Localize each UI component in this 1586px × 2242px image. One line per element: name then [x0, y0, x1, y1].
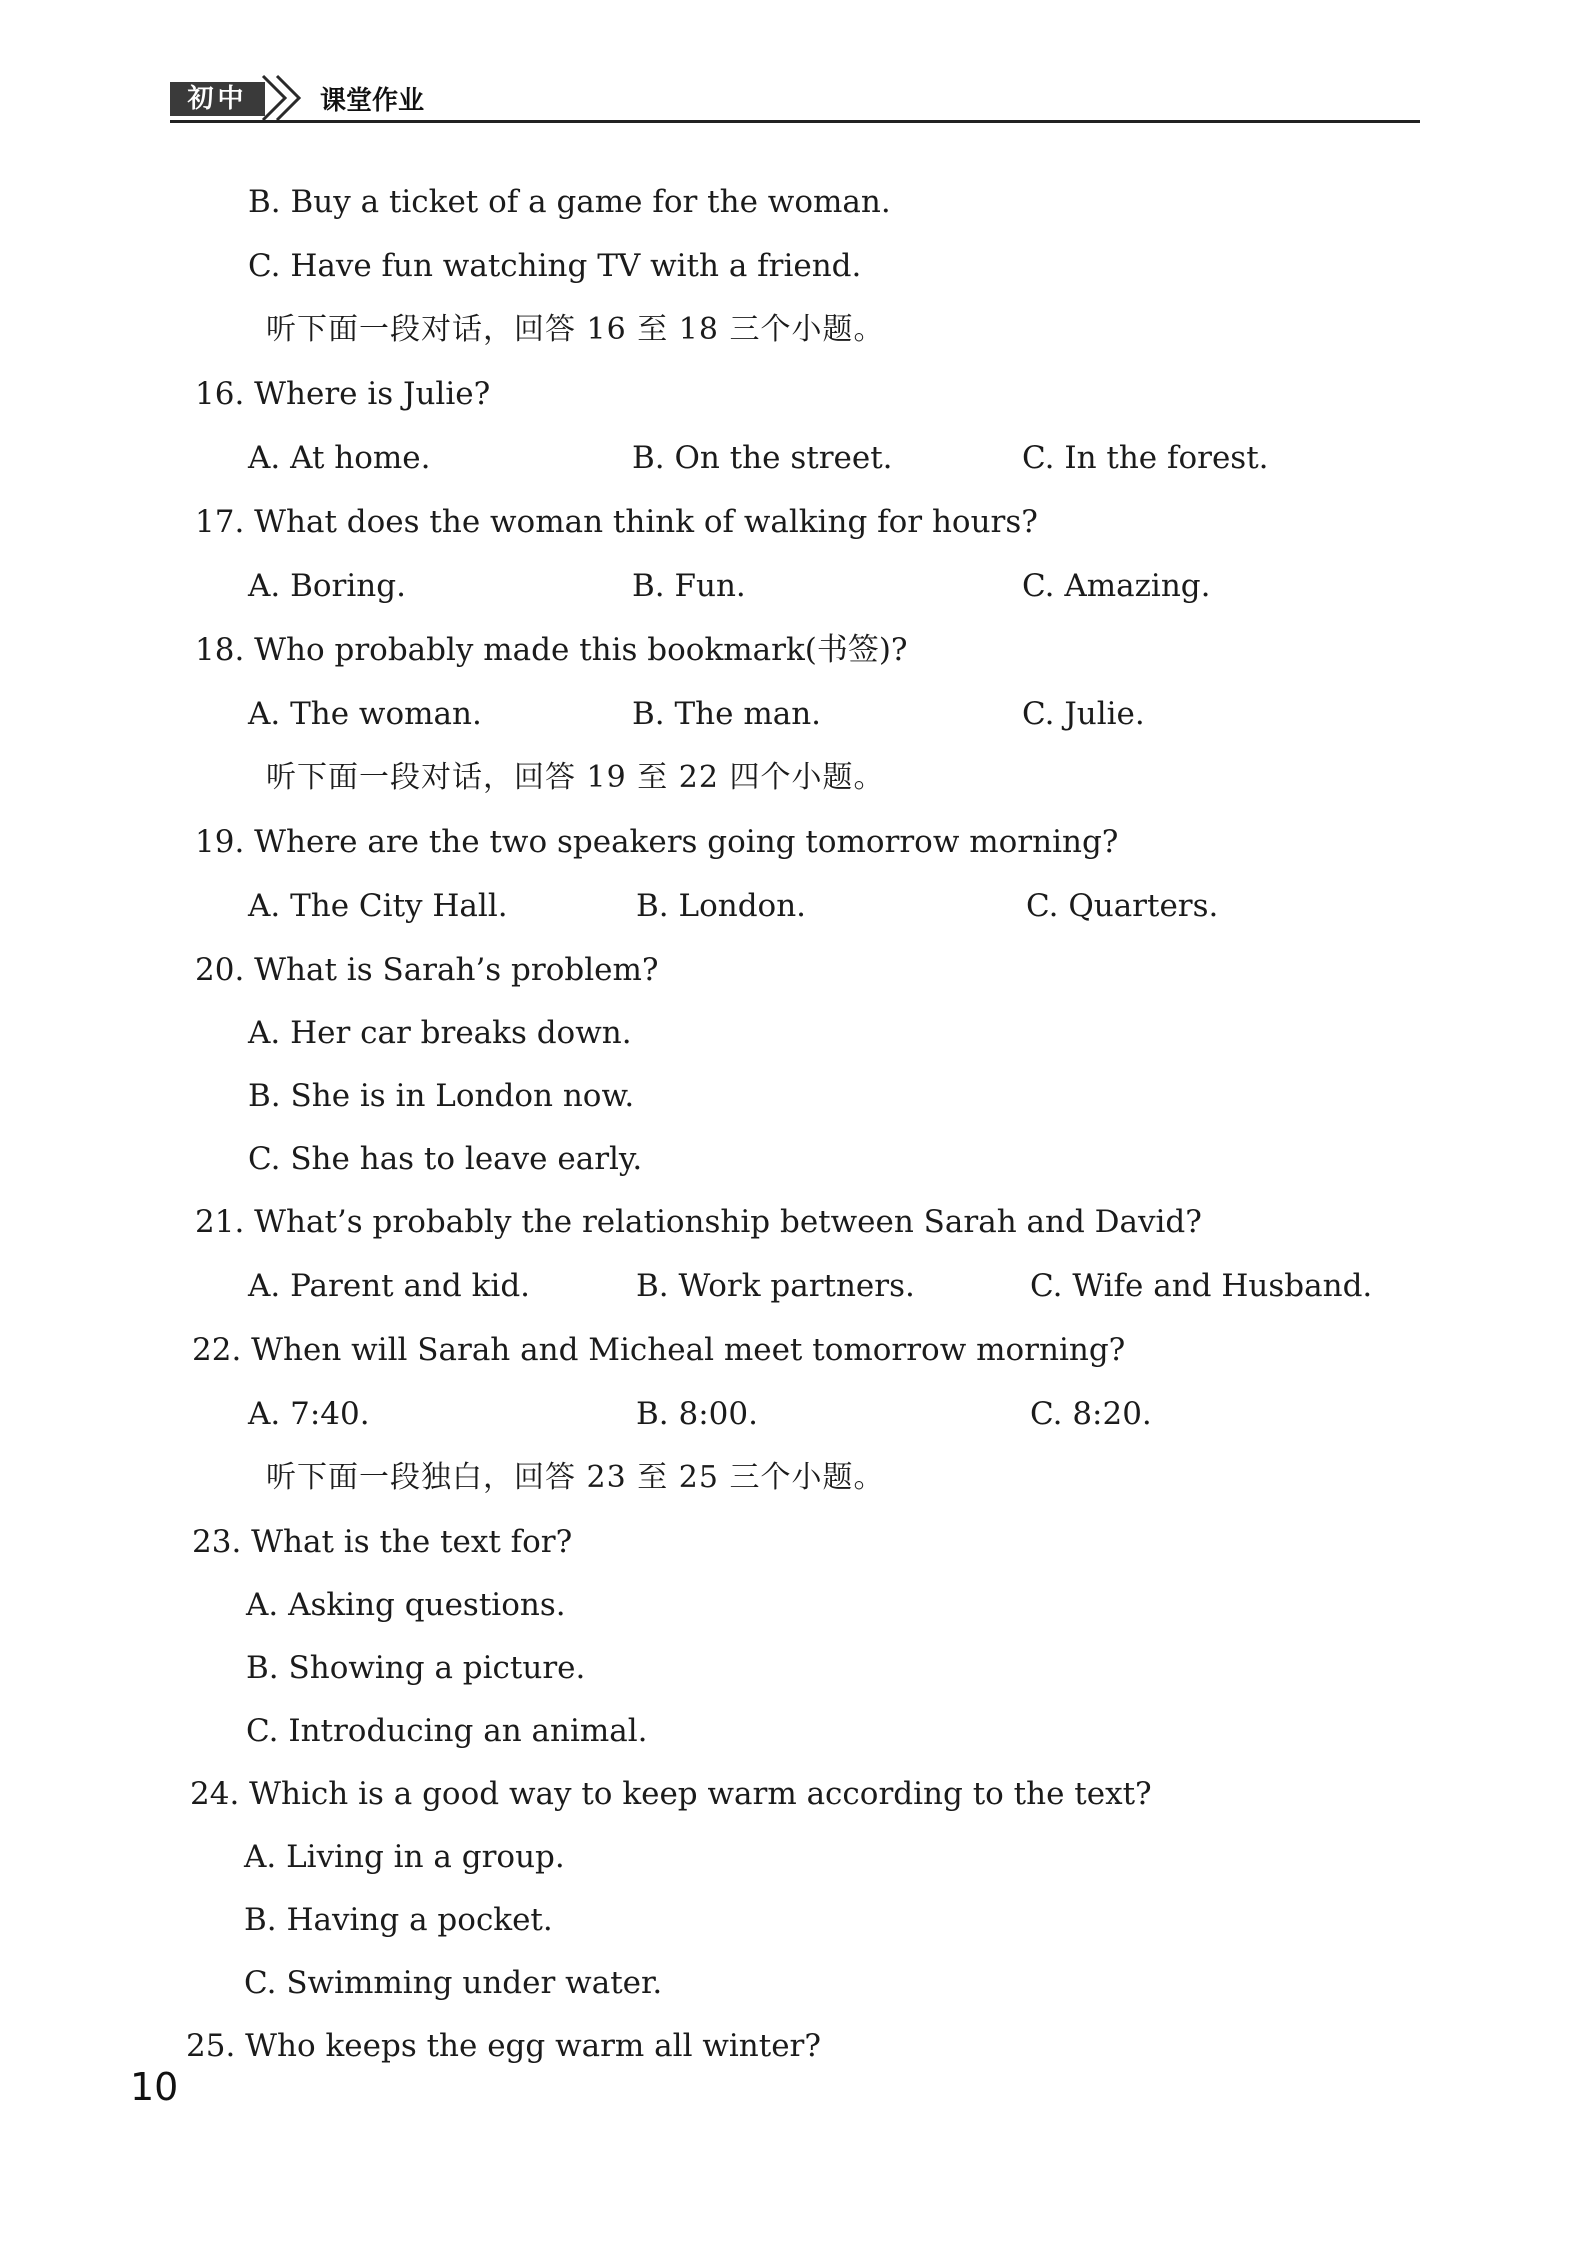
option-18b: B. The man.	[632, 696, 822, 732]
option-24b: B. Having a pocket.	[244, 1902, 553, 1938]
question-24: 24. Which is a good way to keep warm according to the text?	[190, 1776, 1152, 1812]
option-23b: B. Showing a picture.	[246, 1650, 586, 1686]
option-23a: A. Asking questions.	[246, 1587, 566, 1623]
option-20b: B. She is in London now.	[248, 1078, 635, 1114]
question-21: 21. What’s probably the relationship between Sarah and David?	[195, 1204, 1202, 1240]
level-badge: 初中	[170, 82, 265, 116]
option-17c: C. Amazing.	[1022, 568, 1211, 604]
option-21a: A. Parent and kid.	[248, 1268, 531, 1304]
option-20c: C. She has to leave early.	[248, 1141, 643, 1177]
option-17b: B. Fun.	[632, 568, 746, 604]
page-header	[170, 72, 1420, 128]
header-divider	[170, 120, 1420, 123]
option-21c: C. Wife and Husband.	[1030, 1268, 1373, 1304]
option-22c: C. 8:20.	[1030, 1396, 1152, 1432]
option-22a: A. 7:40.	[248, 1396, 370, 1432]
option-18a: A. The woman.	[248, 696, 482, 732]
option-24a: A. Living in a group.	[244, 1839, 565, 1875]
option-15b: B. Buy a ticket of a game for the woman.	[248, 184, 891, 220]
question-25: 25. Who keeps the egg warm all winter?	[186, 2028, 822, 2064]
section-title: 课堂作业	[320, 86, 425, 116]
instruction-16-18: 听下面一段对话，回答 16 至 18 三个小题。	[266, 312, 885, 347]
option-17a: A. Boring.	[248, 568, 406, 604]
question-16: 16. Where is Julie?	[195, 376, 491, 412]
option-22b: B. 8:00.	[636, 1396, 758, 1432]
option-16c: C. In the forest.	[1022, 440, 1269, 476]
option-15c: C. Have fun watching TV with a friend.	[248, 248, 862, 284]
option-18c: C. Julie.	[1022, 696, 1145, 732]
question-19: 19. Where are the two speakers going tomorrow morning?	[195, 824, 1119, 860]
option-21b: B. Work partners.	[636, 1268, 915, 1304]
question-18: 18. Who probably made this bookmark(书签)?	[195, 632, 908, 668]
option-19a: A. The City Hall.	[248, 888, 508, 924]
question-23: 23. What is the text for?	[192, 1524, 573, 1560]
page-number: 10	[130, 2065, 179, 2109]
option-16b: B. On the street.	[632, 440, 893, 476]
option-20a: A. Her car breaks down.	[248, 1015, 632, 1051]
option-24c: C. Swimming under water.	[244, 1965, 663, 2001]
instruction-23-25: 听下面一段独白，回答 23 至 25 三个小题。	[266, 1460, 885, 1495]
option-16a: A. At home.	[248, 440, 431, 476]
option-19c: C. Quarters.	[1026, 888, 1219, 924]
instruction-19-22: 听下面一段对话，回答 19 至 22 四个小题。	[266, 760, 885, 795]
question-22: 22. When will Sarah and Micheal meet tomorrow morning?	[192, 1332, 1126, 1368]
question-20: 20. What is Sarah’s problem?	[195, 952, 659, 988]
option-19b: B. London.	[636, 888, 807, 924]
question-17: 17. What does the woman think of walking for hours?	[195, 504, 1038, 540]
option-23c: C. Introducing an animal.	[246, 1713, 648, 1749]
